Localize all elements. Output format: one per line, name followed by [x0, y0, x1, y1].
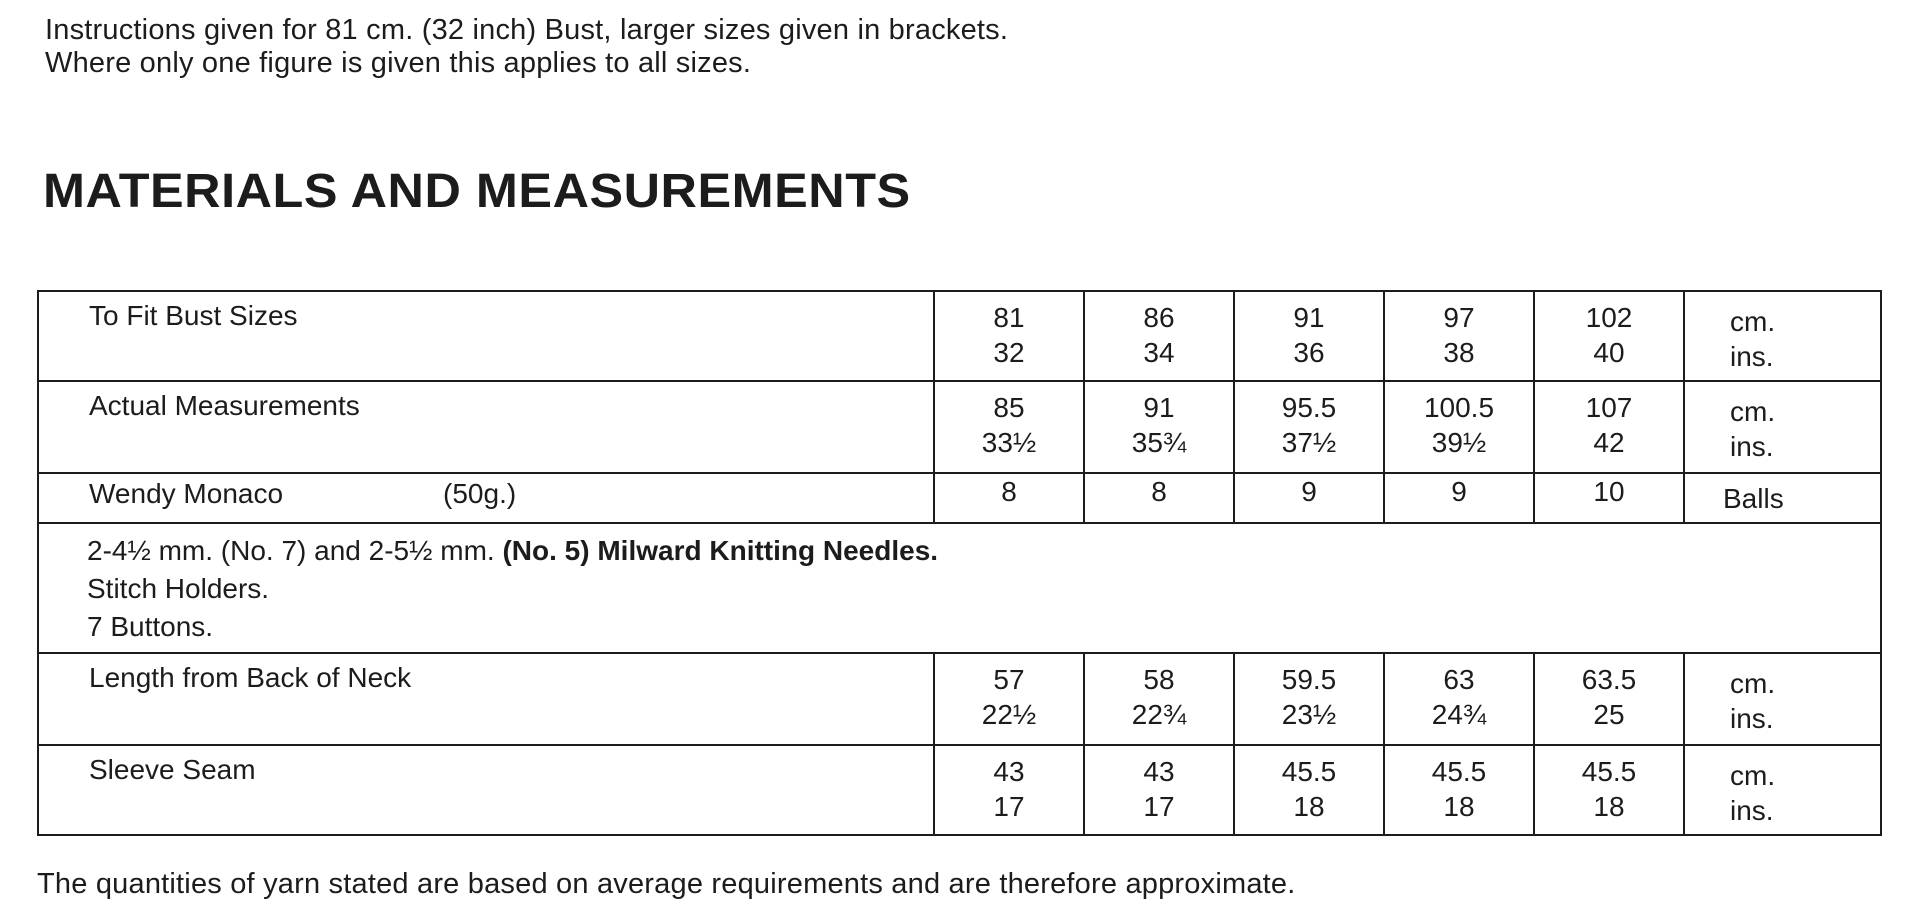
- accessories-cell: [38, 523, 1881, 653]
- actual-measurements-label: Actual Measurements: [38, 381, 934, 473]
- measurements-table: [37, 290, 1882, 836]
- actual-measurement-cell: 91 35¾: [1084, 381, 1234, 473]
- yarn-weight: (50g.): [443, 478, 517, 509]
- bust-size-cell: 102 40: [1534, 291, 1684, 381]
- length-label: Length from Back of Neck: [38, 653, 934, 745]
- length-cell: 58 22¾: [1084, 653, 1234, 745]
- yarn-balls-cell: 8: [934, 473, 1084, 523]
- needles-line: [87, 532, 1880, 570]
- sleeve-seam-cell: 43 17: [934, 745, 1084, 835]
- yarn-label: [38, 473, 934, 523]
- length-cell: 57 22½: [934, 653, 1084, 745]
- row-accessories: [38, 523, 1881, 653]
- sleeve-seam-cell: 45.5 18: [1234, 745, 1384, 835]
- row-actual-measurements: [38, 381, 1881, 473]
- sleeve-seam-cell: 43 17: [1084, 745, 1234, 835]
- intro-text: [45, 14, 1008, 80]
- bust-sizes-label: To Fit Bust Sizes: [38, 291, 934, 381]
- yarn-name: Wendy Monaco: [89, 478, 284, 509]
- length-unit-cell: cm. ins.: [1684, 653, 1881, 745]
- stitch-holders-line: Stitch Holders.: [87, 573, 270, 604]
- yarn-unit-cell: Balls: [1684, 473, 1881, 523]
- bust-size-cell: 86 34: [1084, 291, 1234, 381]
- bust-size-cell: 91 36: [1234, 291, 1384, 381]
- bust-unit-cell: cm. ins.: [1684, 291, 1881, 381]
- actual-measurement-cell: 100.5 39½: [1384, 381, 1534, 473]
- row-yarn: [38, 473, 1881, 523]
- needles-brand: (No. 5) Milward Knitting Needles.: [502, 535, 939, 566]
- row-bust-sizes: [38, 291, 1881, 381]
- yarn-balls-cell: 9: [1234, 473, 1384, 523]
- sleeve-unit-cell: cm. ins.: [1684, 745, 1881, 835]
- sleeve-seam-label: Sleeve Seam: [38, 745, 934, 835]
- yarn-balls-cell: 10: [1534, 473, 1684, 523]
- yarn-balls-cell: 9: [1384, 473, 1534, 523]
- bust-size-cell: 81 32: [934, 291, 1084, 381]
- sleeve-seam-cell: 45.5 18: [1534, 745, 1684, 835]
- actual-measurement-cell: 107 42: [1534, 381, 1684, 473]
- bust-size-cell: 97 38: [1384, 291, 1534, 381]
- yarn-balls-cell: 8: [1084, 473, 1234, 523]
- actual-measurement-cell: 95.5 37½: [1234, 381, 1384, 473]
- footer-note: The quantities of yarn stated are based on average requirements and are therefore approximate.: [37, 868, 1296, 900]
- intro-line-1: Instructions given for 81 cm. (32 inch) Bust, larger sizes given in brackets.: [45, 14, 1009, 46]
- buttons-line: 7 Buttons.: [87, 611, 214, 642]
- row-length: [38, 653, 1881, 745]
- length-cell: 63 24¾: [1384, 653, 1534, 745]
- length-cell: 63.5 25: [1534, 653, 1684, 745]
- needles-sizes: 2-4½ mm. (No. 7) and 2-5½ mm.: [87, 535, 495, 566]
- intro-line-2: Where only one figure is given this applies to all sizes.: [45, 47, 752, 79]
- actual-measurement-cell: 85 33½: [934, 381, 1084, 473]
- length-cell: 59.5 23½: [1234, 653, 1384, 745]
- row-sleeve-seam: [38, 745, 1881, 835]
- section-heading: MATERIALS AND MEASUREMENTS: [43, 165, 911, 218]
- sleeve-seam-cell: 45.5 18: [1384, 745, 1534, 835]
- actual-unit-cell: cm. ins.: [1684, 381, 1881, 473]
